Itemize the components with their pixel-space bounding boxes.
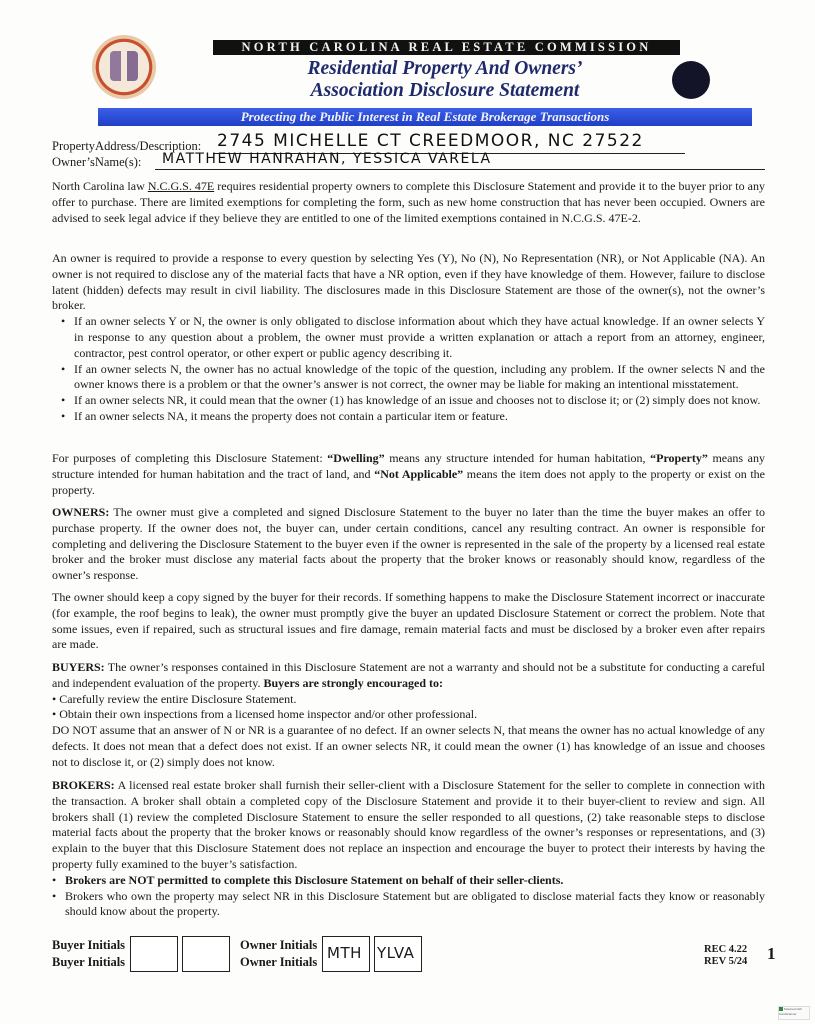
owners-copy-paragraph: The owner should keep a copy signed by the buyer for their records. If something happens to make the Disclosure Statement incorrect or inaccurate (for example, the roof begins to leak), the owner must promptly give the buyer an updated Disclosure Statement or correct the problem. Note that some issues, even if repaired, such as structural issues and fire damage, remain material facts and must be disclosed by a broker even after repairs are made. [52, 590, 765, 652]
owner-initials-box-2[interactable]: YLVA [374, 936, 422, 972]
property-address-value[interactable]: 2745 MICHELLE CT CREEDMOOR, NC 27522 [217, 131, 644, 151]
bullet-y-n: • If an owner selects Y or N, the owner is only obligated to disclose information about which they have actual knowledge. If an owner selects Y in response to any question about a problem, the owner must provide a written explanation or attach a report from an attorney, engineer, contractor, pest control operator, or other expert or public agency describing it. [74, 314, 765, 361]
owners-heading: OWNERS: [52, 505, 110, 519]
owners-section: OWNERS: The owner must give a completed and signed Disclosure Statement to the buyer no later than the time the buyer makes an offer to purchase property. If the owner does not, the buyer can, under certain conditions, cancel any resulting contract. An owner is responsible for completing and delivering the Disclosure Statement to the buyer even if the owner is represented in the sale of the property by a licensed real estate broker and the broker must disclose any material facts about the property that the broker knows or reasonably should know, regardless of the owner’s response. [52, 505, 765, 583]
property-address-label: PropertyAddress/Description: [52, 139, 202, 153]
intro-paragraph: North Carolina law N.C.G.S. 47E requires residential property owners to complete this Disclosure Statement and provide it to the buyer prior to any offer to purchase. There are limited exemptions for completing the form, such as new home construction that has never been occupied. Owners are advised to seek legal advice if they believe they are entitled to one of the limited exemptions contained in N.C.G.S. 47E-2. [52, 179, 766, 225]
form-revision: REC 4.22 REV 5/24 [704, 944, 748, 967]
broker-bullet-not-permitted: • Brokers are NOT permitted to complete this Disclosure Statement on behalf of their seller-clients. [65, 873, 765, 889]
broker-bullet-own-property: • Brokers who own the property may select NR in this Disclosure Statement but are obligated to disclose material facts they know or reasonably should know about the property. [65, 889, 765, 921]
form-title [240, 58, 650, 102]
buyer-initials-box-1[interactable] [130, 936, 178, 972]
bullet-na: • If an owner selects NA, it means the property does not contain a particular item or feature. [74, 409, 765, 425]
camscanner-logo-icon [779, 1007, 783, 1011]
brokers-heading: BROKERS: [52, 778, 115, 792]
ncgs-47e-link[interactable]: N.C.G.S. 47E [147, 179, 215, 193]
brokers-section: BROKERS: A licensed real estate broker shall furnish their seller-client with a Disclosure Statement for the seller to complete in connection with the transaction. A broker shall obtain a completed copy of the Disclosure Statement and provide it to their buyer-client to review and sign. All brokers shall (1) review the completed Disclosure Statement to ensure the seller responded to all questions, (2) take reasonable steps to disclose material facts about the property that the broker knows or reasonably should know regardless of the owner’s responses or representations, and (3) explain to the buyer that this Disclosure Statement does not replace an inspection and encourage the buyer to protect their interests by having the property fully examined to the buyer’s satisfaction. • Brokers are NOT permitted to complete this Disclosure Statement on behalf of their seller-clients. • Brokers who own the property may select NR in this Disclosure Statement but are obligated to disclose material facts they know or reasonably should know about the property. [52, 778, 765, 920]
owner-initials-labels: Owner Initials Owner Initials [240, 938, 318, 969]
commission-name: NORTH CAROLINA REAL ESTATE COMMISSION [213, 40, 680, 55]
bullet-nr: • If an owner selects NR, it could mean that the owner (1) has knowledge of an issue and chooses not to disclose it; or (2) simply does not know. [74, 393, 765, 409]
tagline-banner: Protecting the Public Interest in Real Estate Brokerage Transactions [98, 108, 752, 126]
owners-name-value[interactable]: MATTHEW HANRAHAN, YESSICA VARELA [162, 151, 492, 167]
response-instructions: An owner is required to provide a response to every question by selecting Yes (Y), No (N), No Representation (NR), or Not Applicable (NA). An owner is not required to disclose any of the material facts that have a NR option, even if they have knowledge of them. However, failure to disclose latent (hidden) defects may result in civil liability. The disclosures made in this Disclosure Statement are those of the owner(s), not the owner’s broker. • If an owner selects Y or N, the owner is only obligated to disclose information about which they have actual knowledge. If an owner selects Y in response to any question about a problem, the owner must provide a written explanation or attach a report from an attorney, engineer, contractor, pest control operator, or other expert or public agency describing it. • If an owner selects N, the owner has no actual knowledge of the topic of the question, including any problem. If the owner selects N and the owner knows there is a problem or that the owner’s answer is not correct, the owner may be liable for making an intentional misstatement. • If an owner selects NR, it could mean that the owner (1) has knowledge of an issue and chooses not to disclose it; or (2) simply does not know. • If an owner selects NA, it means the property does not contain a particular item or feature. [52, 251, 765, 425]
black-circle-mark-icon [672, 61, 710, 99]
scanner-badge: Scanned with CamScanner [778, 1006, 810, 1020]
page-number: 1 [767, 944, 776, 963]
owners-name-field [52, 151, 492, 170]
owners-name-label: Owner’sName(s): [52, 155, 142, 169]
buyers-section: BUYERS: The owner’s responses contained in this Disclosure Statement are not a warranty and should not be a substitute for conducting a careful and independent evaluation of the property. Buyers are strongly encouraged to: • Carefully review the entire Disclosure Statement. • Obtain their own inspections from a licensed home inspector and/or other professional. DO NOT assume that an answer of N or NR is a guarantee of no defect. If an owner selects N, that means the owner has no actual knowledge of any defects. It does not mean that a defect does not exist. If an owner selects NR, it could mean the owner (1) has knowledge of an issue and chooses not to disclose it, or (2) simply does not know. [52, 660, 765, 769]
title-line-1: Residential Property And Owners’ [307, 58, 583, 79]
buyer-initials-labels: Buyer Initials Buyer Initials [52, 938, 126, 969]
definitions-paragraph: For purposes of completing this Disclosure Statement: “Dwelling” means any structure intended for human habitation, “Property” means any structure intended for human habitation and the tract of land, and “Not Applicable” means the item does not apply to the property or exist on the property. [52, 451, 765, 497]
response-bullets [52, 314, 765, 425]
owner-initials-box-1[interactable]: MTH [322, 936, 370, 972]
buyer-bullet-review: • Carefully review the entire Disclosure Statement. [52, 691, 297, 706]
buyer-bullet-inspect: • Obtain their own inspections from a licensed home inspector and/or other professional. [52, 707, 478, 722]
title-line-2: Association Disclosure Statement [310, 80, 580, 101]
bullet-n: • If an owner selects N, the owner has no actual knowledge of the topic of the question, including any problem. If the owner selects N and the owner knows there is a problem or that the owner’s answer is not correct, the owner may be liable for making an intentional misstatement. [74, 362, 765, 394]
buyers-heading: BUYERS: [52, 660, 105, 674]
commission-seal-icon [92, 35, 156, 99]
buyer-initials-box-2[interactable] [182, 936, 230, 972]
owners-underline [155, 169, 765, 170]
